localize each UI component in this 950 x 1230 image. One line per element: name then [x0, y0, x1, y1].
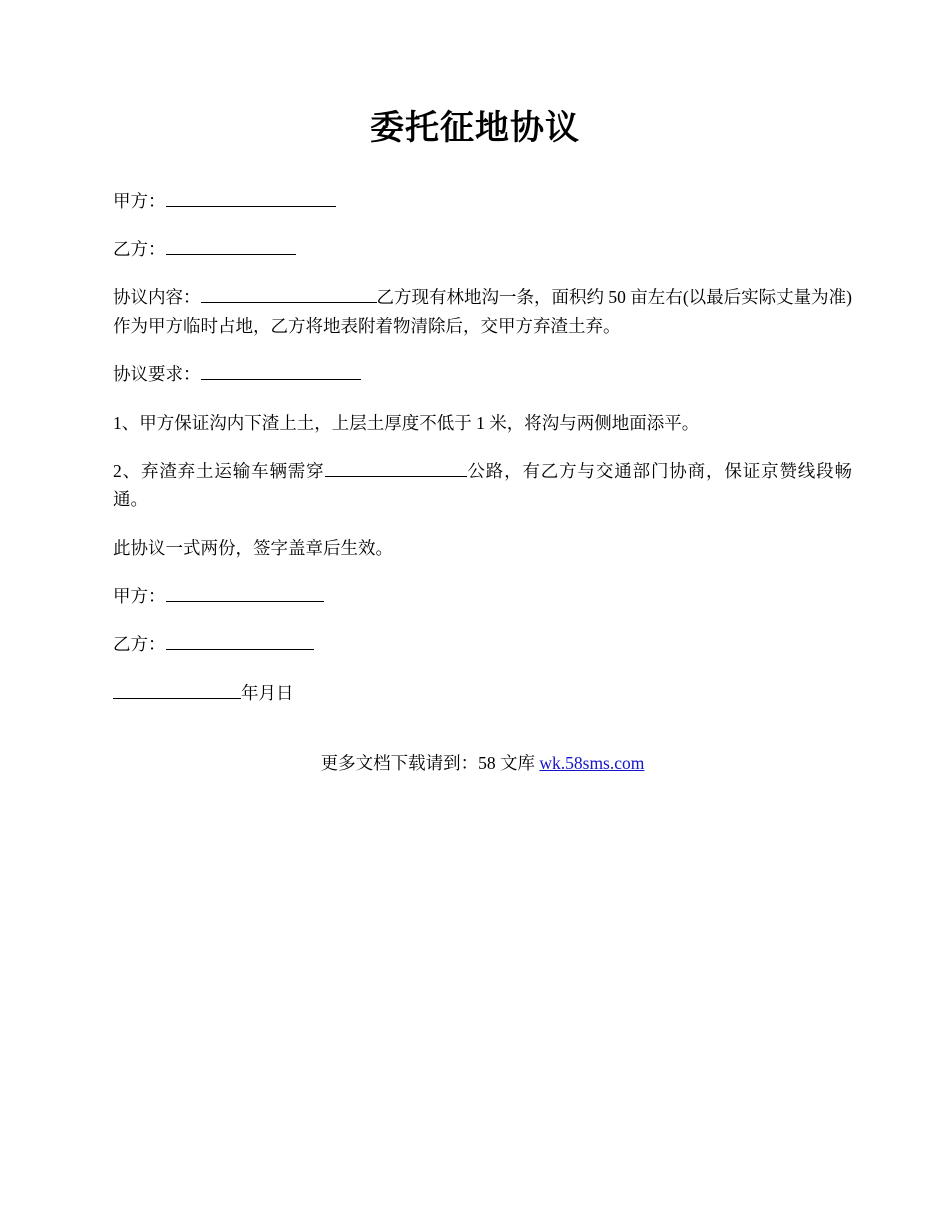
content-label: 协议内容：	[113, 287, 201, 308]
signature-party-b-blank[interactable]	[166, 632, 314, 651]
page-title: 委托征地协议	[370, 108, 580, 148]
date-line	[113, 679, 852, 707]
footer-note	[113, 727, 852, 777]
signature-party-a-blank[interactable]	[166, 583, 324, 602]
footer-text: 更多文档下载请到：58 文库	[320, 752, 540, 773]
requirement-item-2	[113, 457, 852, 514]
party-a-line	[113, 187, 852, 215]
requirement-blank[interactable]	[201, 362, 361, 381]
party-a-blank[interactable]	[166, 188, 336, 207]
content-blank[interactable]	[201, 285, 377, 304]
date-blank[interactable]	[113, 680, 241, 699]
item2-text-before: 2、弃渣弃土运输车辆需穿	[113, 460, 325, 481]
requirement-item-1: 1、甲方保证沟内下渣上土，上层土厚度不低于 1 米，将沟与两侧地面添平。	[113, 412, 700, 433]
document-body	[0, 187, 950, 777]
party-a-label: 甲方：	[113, 190, 166, 211]
requirement-line	[113, 360, 852, 388]
party-b-line	[113, 235, 852, 263]
footer-link[interactable]: wk.58sms.com	[539, 752, 645, 773]
signature-party-a-line	[113, 582, 852, 610]
content-text: 乙方现有林地沟一条，面积约 50 亩左右(以最后实际丈量为准)作为甲方临时占地，乙方将地表附着物清除后，交甲方弃渣土弃。	[113, 287, 852, 336]
signature-party-b-label: 乙方：	[113, 634, 166, 655]
date-label: 年月日	[241, 682, 294, 703]
party-b-blank[interactable]	[166, 237, 296, 256]
signature-party-b-line	[113, 630, 852, 658]
party-b-label: 乙方：	[113, 239, 166, 260]
agreement-content-paragraph	[113, 283, 852, 340]
item2-blank[interactable]	[325, 458, 467, 477]
signature-party-a-label: 甲方：	[113, 585, 166, 606]
item2-text-after: 公路，有乙方与交通部门协商，保证京赞线段畅通。	[113, 460, 853, 510]
effect-statement: 此协议一式两份，签字盖章后生效。	[113, 537, 393, 558]
requirement-label: 协议要求：	[113, 364, 201, 385]
